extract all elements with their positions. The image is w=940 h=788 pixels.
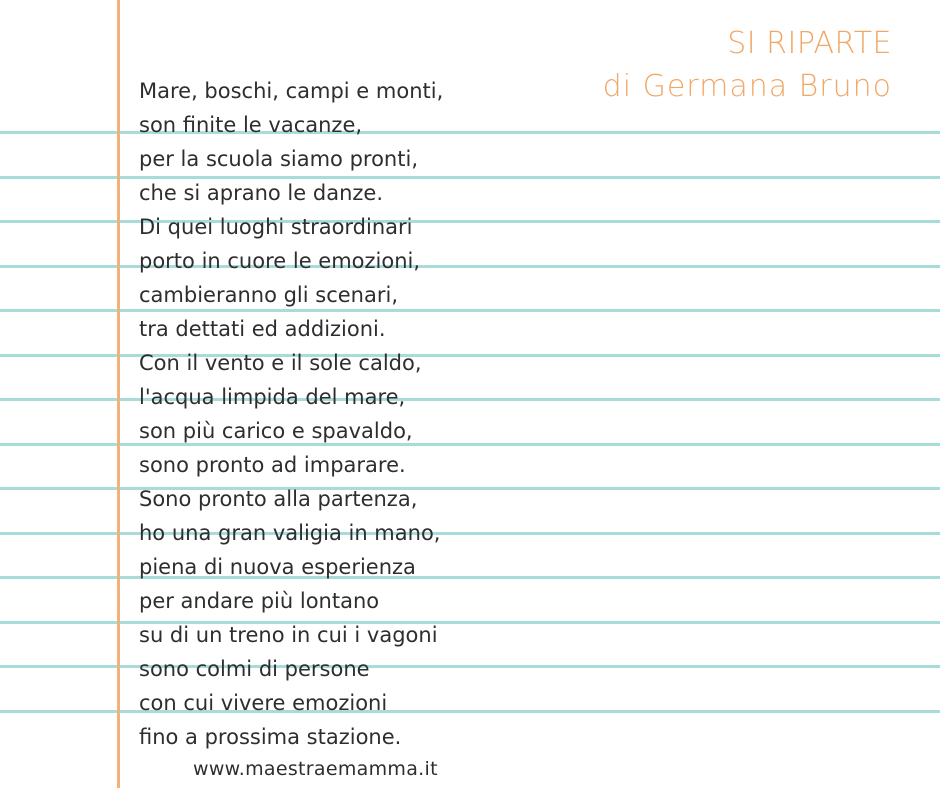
poem-author: di Germana Bruno: [602, 69, 892, 104]
poem-line: l'acqua limpida del mare,: [139, 385, 406, 409]
margin-line: [117, 0, 120, 788]
poem-line: su di un treno in cui i vagoni: [139, 623, 438, 647]
poem-line: con cui vivere emozioni: [139, 691, 388, 715]
title-block: [603, 26, 892, 112]
poem-line: son più carico e spavaldo,: [139, 419, 413, 443]
poem-line: Con il vento e il sole caldo,: [139, 351, 422, 375]
poem-line: sono colmi di persone: [139, 657, 370, 681]
poem-line: sono pronto ad imparare.: [139, 453, 406, 477]
poem-line: per andare più lontano: [139, 589, 380, 613]
poem-line: cambieranno gli scenari,: [139, 283, 399, 307]
poem-line: Mare, boschi, campi e monti,: [139, 79, 444, 103]
poem-line: per la scuola siamo pronti,: [139, 147, 418, 171]
poem-line: Sono pronto alla partenza,: [139, 487, 418, 511]
poem-title: SI RIPARTE: [727, 26, 892, 61]
poem-line: ho una gran valigia in mano,: [139, 521, 441, 545]
poem-line: son finite le vacanze,: [139, 113, 363, 137]
poem-line: che si aprano le danze.: [139, 181, 383, 205]
poem-text: [139, 74, 443, 754]
poem-line: porto in cuore le emozioni,: [139, 249, 421, 273]
poem-line: Di quei luoghi straordinari: [139, 215, 413, 239]
poem-line: tra dettati ed addizioni.: [139, 317, 386, 341]
site-url: www.maestraemamma.it: [193, 758, 438, 780]
poem-line: fino a prossima stazione.: [139, 725, 402, 749]
poem-line: piena di nuova esperienza: [139, 555, 416, 579]
